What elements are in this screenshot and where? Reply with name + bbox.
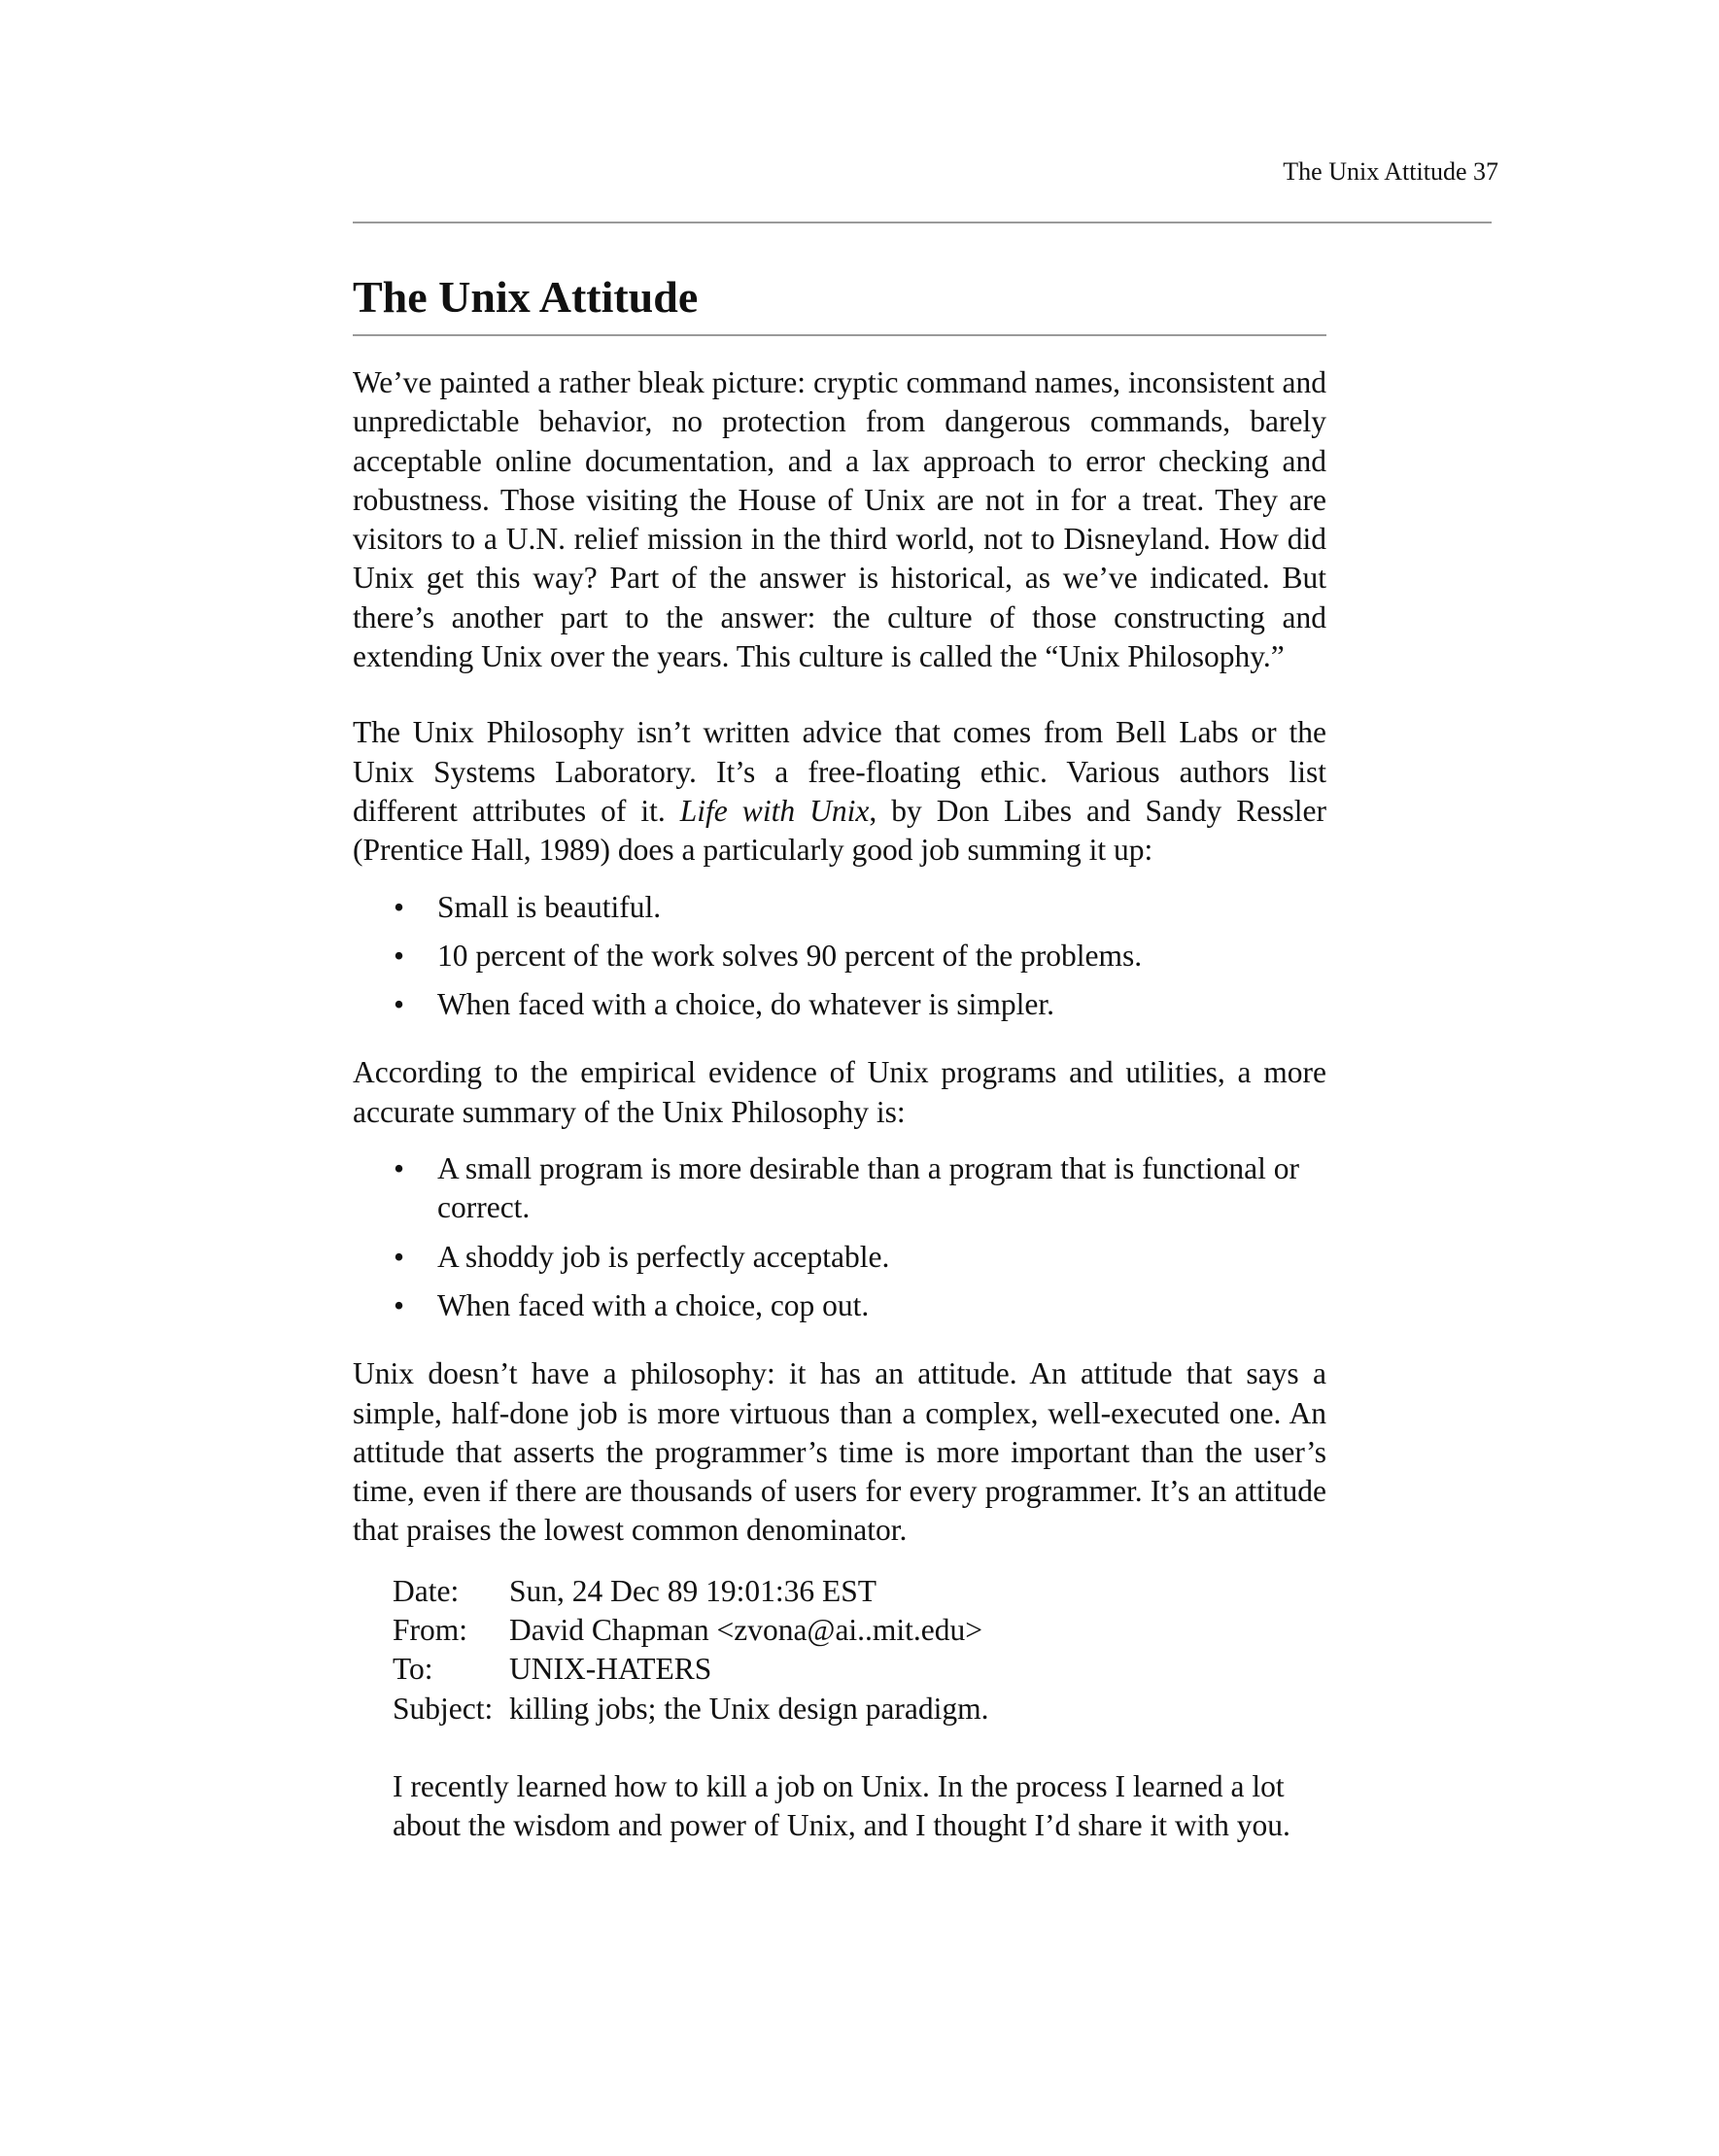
email-to-row <box>393 1650 1326 1689</box>
section-title: The Unix Attitude <box>353 270 1326 336</box>
bullet-icon: • <box>394 938 405 973</box>
bullet-icon: • <box>394 1287 405 1322</box>
list-item <box>394 1149 1326 1228</box>
bullet-icon: • <box>394 889 405 924</box>
paragraph-text: The Unix Philosophy isn’t written advice that comes from Bell Labs or the Unix Systems Laboratory. It’s a free-floating ethic. Various authors list different attributes of it. <box>353 715 1326 828</box>
paragraph-text: , by Don Libes and Sandy Ressler (Prentice Hall, 1989) does a particularly good job summing it up: <box>353 793 1327 868</box>
email-date-label: Date: <box>393 1573 460 1608</box>
email-from-value: David Chapman <zvona@ai..mit.edu> <box>509 1613 983 1648</box>
email-subject-value: killing jobs; the Unix design paradigm. <box>509 1691 989 1726</box>
header-rule <box>353 222 1492 223</box>
email-to-value: UNIX-HATERS <box>509 1652 712 1687</box>
list-item <box>394 1286 1326 1325</box>
bullet-icon: • <box>394 987 405 1022</box>
paragraph-unix-philosophy <box>353 713 1326 870</box>
email-from-row <box>393 1611 1326 1650</box>
accurate-summary-list <box>353 1149 1326 1325</box>
email-body: I recently learned how to kill a job on Unix. In the process I learned a lot about the wisdom and power of Unix, and I thought I’d share it with you. <box>393 1768 1290 1843</box>
email-date-row <box>393 1572 1326 1611</box>
paragraph-empirical-evidence: According to the empirical evidence of Unix programs and utilities, a more accurate summary of the Unix Philosophy is: <box>353 1055 1326 1129</box>
email-from-label: From: <box>393 1613 468 1648</box>
list-item <box>394 1238 1326 1277</box>
email-quote <box>353 1572 1326 1846</box>
paragraph-bleak-picture: We’ve painted a rather bleak picture: cryptic command names, inconsistent and unpredictable behavior, no protection from dangerous commands, barely acceptable online documentation, and a lax approach to error checking and robustness. Those visiting the House of Unix are not in for a treat. They are visitors to a U.N. relief mission in the third world, not to Disneyland. How did Unix get this way? Part of the answer is historical, as we’ve indicated. But there’s another part to the answer: the culture of those constructing and extending Unix over the years. This culture is called the “Unix Philosophy.” <box>353 365 1326 674</box>
list-item-text: When faced with a choice, cop out. <box>437 1287 870 1322</box>
email-subject-row <box>393 1690 1326 1728</box>
email-date-value: Sun, 24 Dec 89 19:01:36 EST <box>509 1573 877 1608</box>
list-item <box>394 985 1326 1024</box>
email-to-label: To: <box>393 1652 433 1687</box>
bullet-icon: • <box>394 1151 405 1186</box>
list-item-text: A small program is more desirable than a program that is functional or correct. <box>437 1151 1300 1225</box>
email-subject-label: Subject: <box>393 1691 494 1726</box>
list-item <box>394 937 1326 975</box>
list-item-text: When faced with a choice, do whatever is simpler. <box>437 987 1055 1022</box>
philosophy-list <box>353 888 1326 1025</box>
bullet-icon: • <box>394 1239 405 1274</box>
list-item <box>394 888 1326 927</box>
list-item-text: Small is beautiful. <box>437 889 662 924</box>
paragraph-attitude: Unix doesn’t have a philosophy: it has an attitude. An attitude that says a simple, half-done job is more virtuous than a complex, well-executed one. An attitude that asserts the programmer’s time is more important than the user’s time, even if there are thousands of users for every programmer. It’s an attitude that praises the lowest common denominator. <box>353 1356 1326 1548</box>
running-head: The Unix Attitude 37 <box>1283 157 1498 186</box>
book-title: Life with Unix <box>679 793 870 828</box>
list-item-text: 10 percent of the work solves 90 percent of the problems. <box>437 938 1143 973</box>
page-content <box>353 270 1326 1846</box>
list-item-text: A shoddy job is perfectly acceptable. <box>437 1239 890 1274</box>
